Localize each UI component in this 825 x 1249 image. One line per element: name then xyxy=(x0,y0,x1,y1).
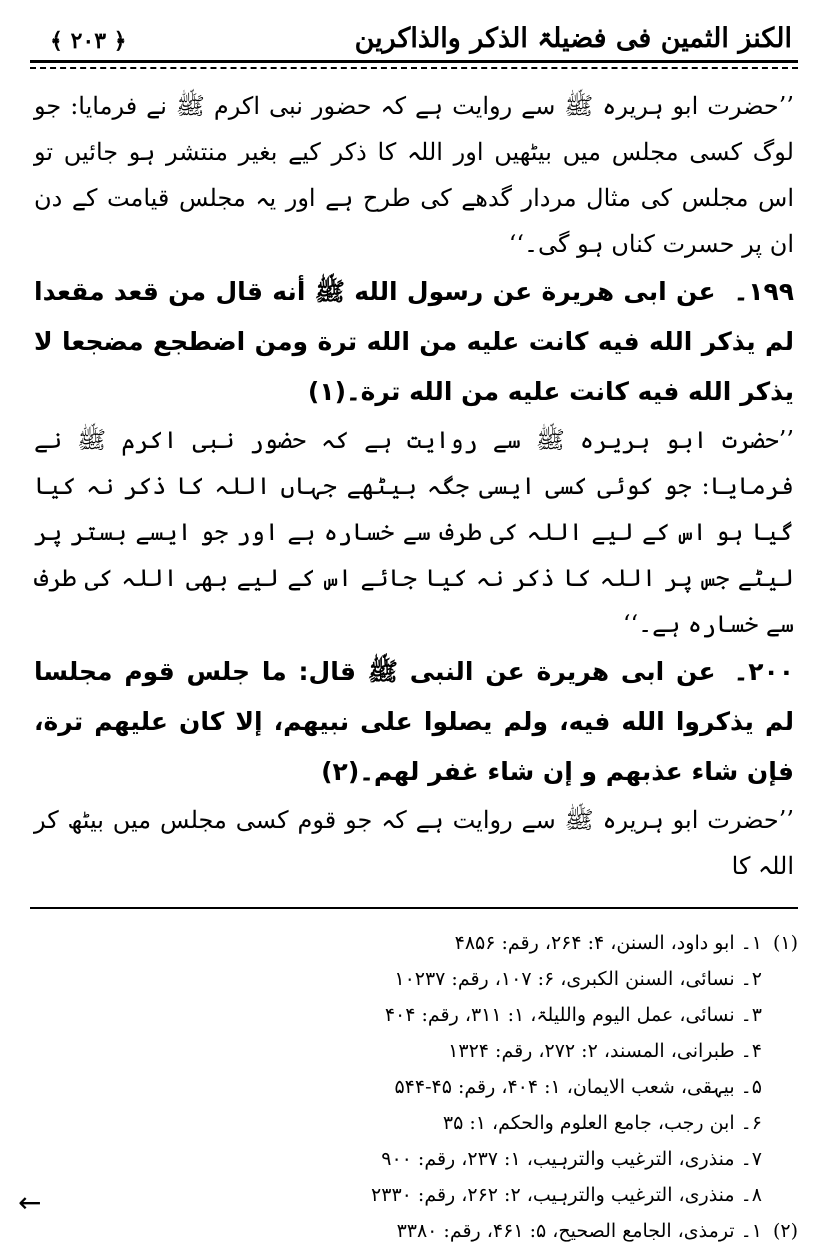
footnote-item: ۳۔ نسائی، عمل الیوم واللیلۃ، ۱: ۳۱۱، رقم: ۴۰۴ xyxy=(384,1004,762,1026)
hadith-number: ۲۰۰۔ xyxy=(733,657,794,686)
footnotes xyxy=(30,925,798,1249)
body-text xyxy=(30,83,798,889)
footnote-item: ۱۔ ترمذی، الجامع الصحیح، ۵: ۴۶۱، رقم: ۳۳۸۰ xyxy=(396,1220,762,1242)
page-header xyxy=(30,14,798,54)
footnote-item: ۴۔ طبرانی، المسند، ۲: ۲۷۲، رقم: ۱۳۲۴ xyxy=(448,1040,762,1062)
footnote-item: ۶۔ ابن رجب، جامع العلوم والحکم، ۱: ۳۵ xyxy=(442,1112,762,1134)
urdu-translation-1: ’’حضرت ابو ہریرہ ﷺ سے روایت ہے کہ حضور نبی اکرم ﷺ نے فرمایا: جو لوگ کسی مجلس میں بیٹھیں اور اللہ کا ذکر کیے بغیر منتشر ہو جائیں تو اس مجلس کی مثال مردار گدھے کی طرح ہے اور یہ مجلس قیامت کے دن ان پر حسرت کناں ہو گی۔‘‘ xyxy=(34,92,795,258)
footnote-item: ۷۔ منذری، الترغیب والترہیب، ۱: ۲۳۷، رقم: ۹۰۰ xyxy=(381,1148,762,1170)
hadith-text: عن ابی هريرة عن رسول الله ﷺ أنه قال من قعد مقعدا لم يذكر الله فيه كانت عليه من الله ترة ومن اضطجع مضجعا لا يذكر الله فيه كانت عليه من الله ترة۔(۱) xyxy=(34,277,794,406)
footnote-group-2 xyxy=(30,1213,798,1249)
footnote-item: ۲۔ نسائی، السنن الکبری، ۶: ۱۰۷، رقم: ۱۰۲۳۷ xyxy=(394,968,762,990)
footnote-marker: (۱) xyxy=(772,932,798,954)
footnote-group-1 xyxy=(30,925,798,1213)
hadith-200 xyxy=(34,647,794,797)
footnote-list xyxy=(371,925,762,1213)
page-number: ﴿ ۲۰۳ ﴾ xyxy=(50,28,127,54)
hadith-number: ۱۹۹۔ xyxy=(733,277,794,306)
next-page-arrow-icon: ← xyxy=(18,1186,42,1219)
footnote-item: ۵۔ بیہقی، شعب الایمان، ۱: ۴۰۴، رقم: ۴۵-۵۴۴ xyxy=(394,1076,762,1098)
header-rule xyxy=(30,60,798,69)
hadith-199 xyxy=(34,267,794,417)
footnote-separator xyxy=(30,907,798,909)
footnote-item: ۸۔ منذری، الترغیب والترہیب، ۲: ۲۶۲، رقم: ۲۳۳۰ xyxy=(371,1184,762,1206)
page xyxy=(30,14,798,1242)
footnote-marker: (۲) xyxy=(772,1220,798,1242)
footnote-list xyxy=(397,1213,762,1249)
urdu-translation-2: ’’حضرت ابو ہریرہ ﷺ سے روایت ہے کہ حضور نبی اکرم ﷺ نے فرمایا: جو کوئی کسی ایسی جگہ بیٹھے جہاں اللہ کا ذکر نہ کیا گیا ہو اس کے لیے اللہ کی طرف سے خسارہ ہے اور جو ایسے بستر پر لیٹے جس پر اللہ کا ذکر نہ کیا جائے اس کے لیے بھی اللہ کی طرف سے خسارہ ہے۔‘‘ xyxy=(34,426,794,638)
running-title: الکنز الثمین فی فضیلۃ الذکر والذاکرین xyxy=(354,23,792,54)
hadith-text: عن ابی هريرة عن النبی ﷺ قال: ما جلس قوم مجلسا لم يذكروا الله فيه، ولم يصلوا على نبيهم، إلا كان عليهم ترة، فإن شاء عذبهم و إن شاء غفر لهم۔(۲) xyxy=(34,657,794,786)
urdu-translation-3: ’’حضرت ابو ہریرہ ﷺ سے روایت ہے کہ جو قوم کسی مجلس میں بیٹھ کر اللہ کا xyxy=(34,806,794,880)
footnote-item: ۱۔ ابو داود، السنن، ۴: ۲۶۴، رقم: ۴۸۵۶ xyxy=(454,932,762,954)
